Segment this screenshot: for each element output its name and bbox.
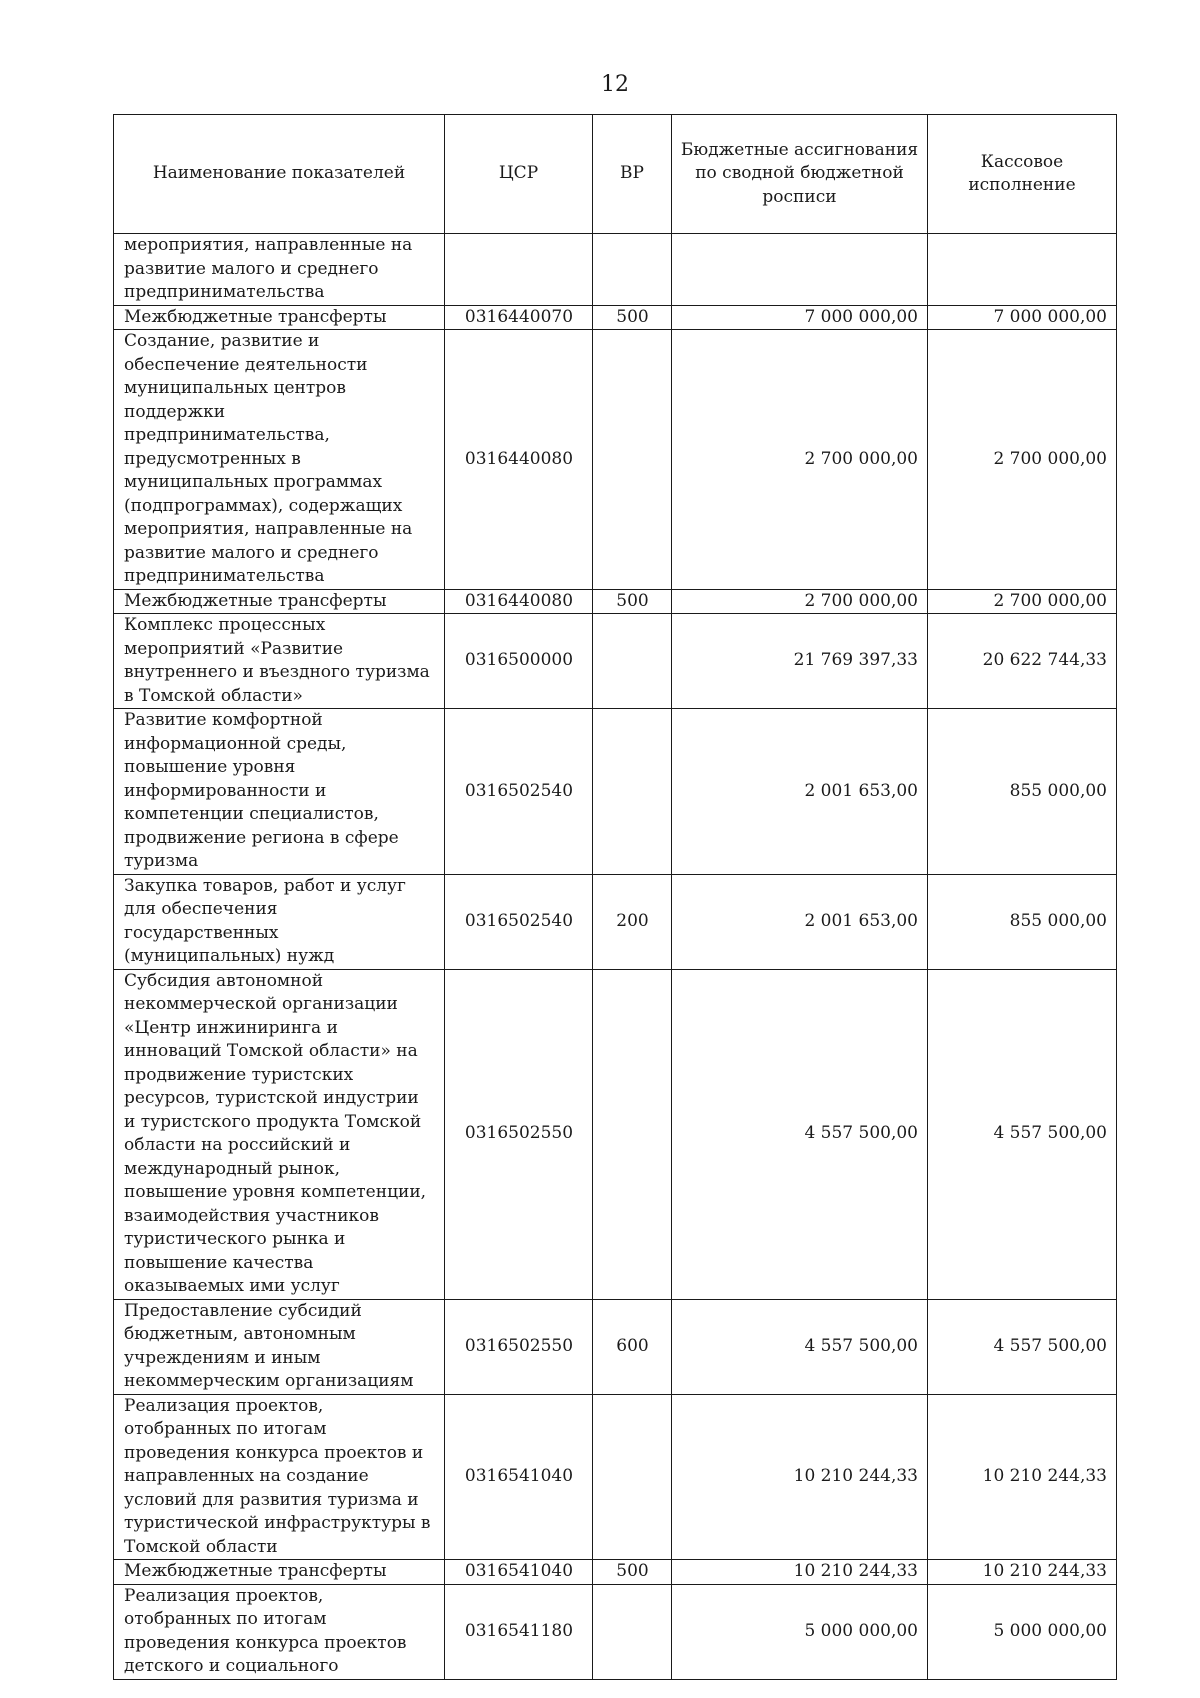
row-csr bbox=[445, 234, 593, 306]
table-row bbox=[114, 1560, 1117, 1585]
row-exec bbox=[928, 234, 1117, 306]
table-row bbox=[114, 969, 1117, 1299]
header-csr: ЦСР bbox=[445, 115, 593, 234]
table-row bbox=[114, 1299, 1117, 1394]
row-vr bbox=[593, 234, 672, 306]
row-name: мероприятия, направленные на развитие малого и среднего предпринимательства bbox=[114, 234, 445, 306]
row-exec: 10 210 244,33 bbox=[928, 1394, 1117, 1560]
row-name: Межбюджетные трансферты bbox=[114, 305, 445, 330]
row-vr: 500 bbox=[593, 589, 672, 614]
row-exec: 2 700 000,00 bbox=[928, 330, 1117, 590]
row-name: Предоставление субсидий бюджетным, автономным учреждениям и иным некоммерческим организациям bbox=[114, 1299, 445, 1394]
row-csr: 0316500000 bbox=[445, 614, 593, 709]
row-csr: 0316541040 bbox=[445, 1394, 593, 1560]
row-vr bbox=[593, 330, 672, 590]
budget-execution-table bbox=[113, 114, 1117, 1680]
row-name: Реализация проектов, отобранных по итогам проведения конкурса проектов детского и социального bbox=[114, 1584, 445, 1679]
row-csr: 0316541040 bbox=[445, 1560, 593, 1585]
row-csr: 0316541180 bbox=[445, 1584, 593, 1679]
row-plan: 4 557 500,00 bbox=[672, 969, 928, 1299]
table-row bbox=[114, 330, 1117, 590]
row-csr: 0316440070 bbox=[445, 305, 593, 330]
header-name: Наименование показателей bbox=[114, 115, 445, 234]
row-plan: 7 000 000,00 bbox=[672, 305, 928, 330]
row-exec: 10 210 244,33 bbox=[928, 1560, 1117, 1585]
row-exec: 855 000,00 bbox=[928, 709, 1117, 875]
row-name: Развитие комфортной информационной среды, повышение уровня информированности и компетенции специалистов, продвижение региона в сфере туризма bbox=[114, 709, 445, 875]
row-vr bbox=[593, 1394, 672, 1560]
row-vr bbox=[593, 969, 672, 1299]
row-exec: 20 622 744,33 bbox=[928, 614, 1117, 709]
header-plan: Бюджетные ассигнования по сводной бюджетной росписи bbox=[672, 115, 928, 234]
row-plan: 2 700 000,00 bbox=[672, 330, 928, 590]
table-row bbox=[114, 589, 1117, 614]
row-name: Реализация проектов, отобранных по итогам проведения конкурса проектов и направленных на создание условий для развития туризма и туристической инфраструктуры в Томской области bbox=[114, 1394, 445, 1560]
table-row bbox=[114, 614, 1117, 709]
row-vr bbox=[593, 614, 672, 709]
row-vr: 600 bbox=[593, 1299, 672, 1394]
row-csr: 0316502540 bbox=[445, 709, 593, 875]
row-plan: 2 001 653,00 bbox=[672, 874, 928, 969]
table-row bbox=[114, 709, 1117, 875]
row-plan: 21 769 397,33 bbox=[672, 614, 928, 709]
row-name: Межбюджетные трансферты bbox=[114, 589, 445, 614]
row-vr bbox=[593, 1584, 672, 1679]
row-csr: 0316440080 bbox=[445, 330, 593, 590]
row-plan: 4 557 500,00 bbox=[672, 1299, 928, 1394]
table-row bbox=[114, 874, 1117, 969]
row-plan: 2 001 653,00 bbox=[672, 709, 928, 875]
row-name: Создание, развитие и обеспечение деятельности муниципальных центров поддержки предпринимательства, предусмотренных в муниципальных программах (подпрограммах), содержащих мероприятия, направленные на развитие малого и среднего предпринимательства bbox=[114, 330, 445, 590]
row-csr: 0316502550 bbox=[445, 969, 593, 1299]
row-vr: 500 bbox=[593, 305, 672, 330]
row-plan bbox=[672, 234, 928, 306]
row-exec: 7 000 000,00 bbox=[928, 305, 1117, 330]
row-vr: 200 bbox=[593, 874, 672, 969]
row-exec: 855 000,00 bbox=[928, 874, 1117, 969]
row-name: Закупка товаров, работ и услуг для обеспечения государственных (муниципальных) нужд bbox=[114, 874, 445, 969]
row-exec: 2 700 000,00 bbox=[928, 589, 1117, 614]
table-row bbox=[114, 234, 1117, 306]
page-number: 12 bbox=[601, 72, 629, 97]
table-row bbox=[114, 1394, 1117, 1560]
header-vr: ВР bbox=[593, 115, 672, 234]
row-csr: 0316502540 bbox=[445, 874, 593, 969]
row-csr: 0316440080 bbox=[445, 589, 593, 614]
table-row bbox=[114, 1584, 1117, 1679]
row-csr: 0316502550 bbox=[445, 1299, 593, 1394]
row-exec: 5 000 000,00 bbox=[928, 1584, 1117, 1679]
header-exec: Кассовое исполнение bbox=[928, 115, 1117, 234]
row-name: Субсидия автономной некоммерческой организации «Центр инжиниринга и инноваций Томской области» на продвижение туристских ресурсов, туристской индустрии и туристского продукта Томской области на российский и международный рынок, повышение уровня компетенции, взаимодействия участников туристического рынка и повышение качества оказываемых ими услуг bbox=[114, 969, 445, 1299]
row-plan: 10 210 244,33 bbox=[672, 1394, 928, 1560]
row-plan: 10 210 244,33 bbox=[672, 1560, 928, 1585]
row-exec: 4 557 500,00 bbox=[928, 1299, 1117, 1394]
table-header-row bbox=[114, 115, 1117, 234]
row-plan: 5 000 000,00 bbox=[672, 1584, 928, 1679]
row-plan: 2 700 000,00 bbox=[672, 589, 928, 614]
row-vr bbox=[593, 709, 672, 875]
row-exec: 4 557 500,00 bbox=[928, 969, 1117, 1299]
row-name: Комплекс процессных мероприятий «Развитие внутреннего и въездного туризма в Томской области» bbox=[114, 614, 445, 709]
row-vr: 500 bbox=[593, 1560, 672, 1585]
table-row bbox=[114, 305, 1117, 330]
row-name: Межбюджетные трансферты bbox=[114, 1560, 445, 1585]
